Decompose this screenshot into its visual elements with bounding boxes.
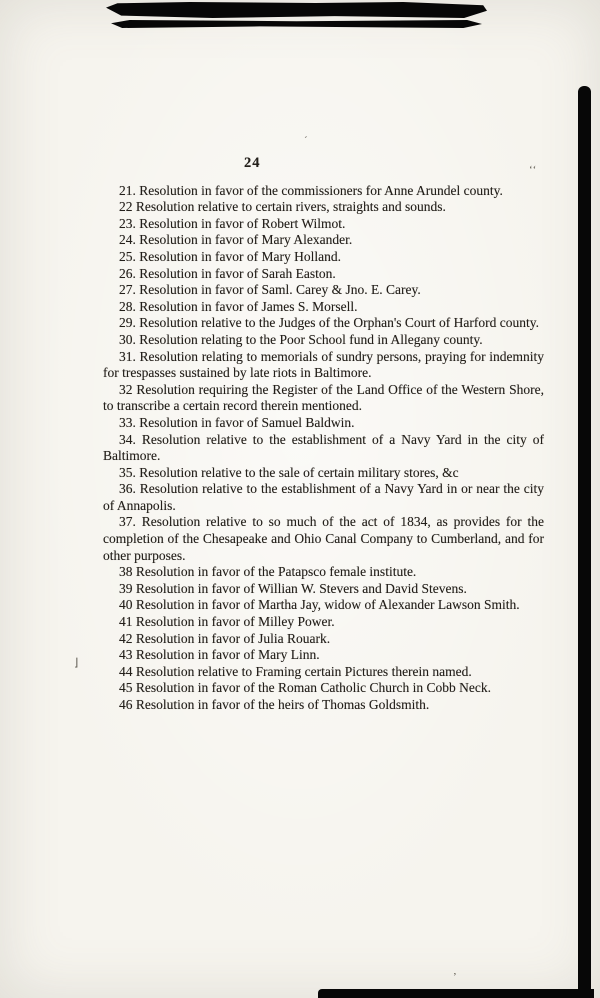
scan-speck: ʼ xyxy=(453,971,457,983)
resolution-entry: 27. Resolution in favor of Saml. Carey & Jno. E. Carey. xyxy=(119,282,421,298)
resolution-entry: 33. Resolution in favor of Samuel Baldwin. xyxy=(119,414,355,430)
page-text-column xyxy=(103,155,544,714)
resolution-entry: 23. Resolution in favor of Robert Wilmot. xyxy=(119,215,346,231)
resolution-entry: 39 Resolution in favor of Willian W. Stevers and David Stevens. xyxy=(119,580,467,596)
scan-artifact-bottom-bar xyxy=(318,989,594,998)
resolution-entry: 42 Resolution in favor of Julia Rouark. xyxy=(119,630,331,646)
resolution-entry: 28. Resolution in favor of James S. Morsell. xyxy=(119,298,358,314)
resolution-entry: 38 Resolution in favor of the Patapsco female institute. xyxy=(119,564,417,580)
resolution-entry: 32 Resolution requiring the Register of the Land Office of the Western Shore, to transcribe a certain record therein mentioned. xyxy=(103,381,544,414)
scan-speck: ˊ xyxy=(304,135,308,147)
resolution-entry: 41 Resolution in favor of Milley Power. xyxy=(119,614,335,630)
resolution-entry: 37. Resolution relative to so much of the act of 1834, as provides for the completion of the Chesapeake and Ohio Canal Company to Cumberland, and for other purposes. xyxy=(103,514,544,563)
resolution-entry: 21. Resolution in favor of the commissioners for Anne Arundel county. xyxy=(119,182,503,198)
resolution-entry: 44 Resolution relative to Framing certain Pictures therein named. xyxy=(119,663,472,679)
scan-speck: ʻʻ xyxy=(529,164,537,176)
resolution-entry: 46 Resolution in favor of the heirs of Thomas Goldsmith. xyxy=(119,697,430,712)
resolution-entry: 29. Resolution relative to the Judges of the Orphan's Court of Harford county. xyxy=(119,315,539,331)
scan-artifact-right-bar xyxy=(578,86,591,998)
resolution-entry: 34. Resolution relative to the establishment of a Navy Yard in the city of Baltimore. xyxy=(103,431,544,464)
scan-artifact-top-band-thin xyxy=(111,20,482,28)
resolution-entry: 22 Resolution relative to certain rivers, straights and sounds. xyxy=(119,199,446,215)
resolution-entry: 45 Resolution in favor of the Roman Catholic Church in Cobb Neck. xyxy=(119,680,491,696)
scan-speck: ⌋ xyxy=(74,657,79,669)
resolution-entry: 31. Resolution relating to memorials of sundry persons, praying for indemnity for trespasses sustained by late riots in Baltimore. xyxy=(103,348,544,381)
resolution-entry: 43 Resolution in favor of Mary Linn. xyxy=(119,647,320,663)
resolution-entry: 40 Resolution in favor of Martha Jay, widow of Alexander Lawson Smith. xyxy=(119,597,520,613)
scan-artifact-top-band xyxy=(106,2,487,18)
page-number: 24 xyxy=(244,155,261,171)
resolution-entry: 26. Resolution in favor of Sarah Easton. xyxy=(119,265,336,281)
resolution-entry: 35. Resolution relative to the sale of certain military stores, &c xyxy=(119,464,459,480)
resolution-entry: 36. Resolution relative to the establishment of a Navy Yard in or near the city of Annapolis. xyxy=(103,481,544,513)
resolution-entry: 30. Resolution relating to the Poor School fund in Allegany county. xyxy=(119,331,483,347)
resolution-entry: 25. Resolution in favor of Mary Holland. xyxy=(119,248,341,264)
resolution-entry: 24. Resolution in favor of Mary Alexander. xyxy=(119,232,353,248)
